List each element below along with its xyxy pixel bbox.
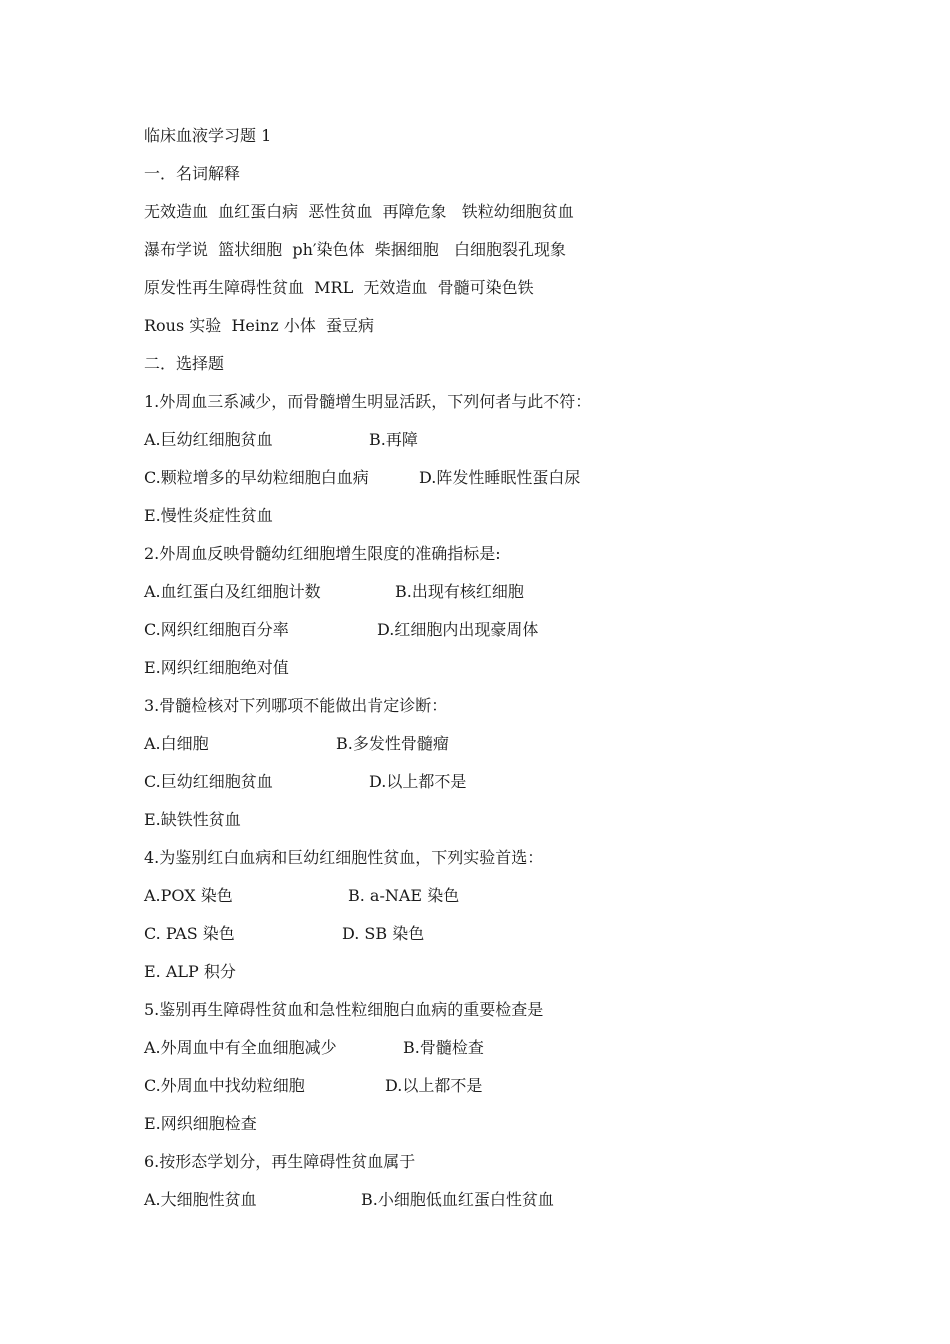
- option-a: A.POX 染色: [144, 886, 233, 905]
- option-d: D.以上都不是: [385, 1076, 483, 1095]
- question-stem: 2.外周血反映骨髓幼红细胞增生限度的准确指标是:: [144, 544, 501, 563]
- question-stem: 4.为鉴别红白血病和巨幼红细胞性贫血，下列实验首选：: [144, 848, 544, 867]
- option-row: [144, 1029, 844, 1067]
- option-row: [144, 1181, 844, 1219]
- terms-line: Rous 实验 Heinz 小体 蚕豆病: [144, 316, 374, 335]
- option-row: [144, 1067, 844, 1105]
- option-b: B.再障: [369, 430, 418, 449]
- option-row: [144, 459, 844, 497]
- option-c: C. PAS 染色: [144, 924, 235, 943]
- option-e: E.慢性炎症性贫血: [144, 506, 273, 525]
- option-e: E.缺铁性贫血: [144, 810, 241, 829]
- option-d: D.阵发性睡眠性蛋白尿: [419, 468, 581, 487]
- question-stem: 3.骨髓检核对下列哪项不能做出肯定诊断：: [144, 696, 448, 715]
- terms-line: 无效造血 血红蛋白病 恶性贫血 再障危象 铁粒幼细胞贫血: [144, 202, 574, 221]
- section-heading-choice: 二．选择题: [144, 354, 225, 373]
- option-d: D.以上都不是: [369, 772, 467, 791]
- document-title: 临床血液学习题 1: [144, 126, 272, 145]
- option-b: B. a-NAE 染色: [348, 886, 460, 905]
- option-c: C.外周血中找幼粒细胞: [144, 1076, 305, 1095]
- option-row: [144, 877, 844, 915]
- option-c: C.颗粒增多的早幼粒细胞白血病: [144, 468, 369, 487]
- option-row: [144, 573, 844, 611]
- option-e: E. ALP 积分: [144, 962, 236, 981]
- option-b: B.骨髓检查: [403, 1038, 484, 1057]
- option-c: C.巨幼红细胞贫血: [144, 772, 273, 791]
- option-row: [144, 611, 844, 649]
- question-stem: 5.鉴别再生障碍性贫血和急性粒细胞白血病的重要检查是: [144, 1000, 544, 1019]
- option-a: A.外周血中有全血细胞减少: [144, 1038, 337, 1057]
- option-a: A.大细胞性贫血: [144, 1190, 257, 1209]
- option-d: D.红细胞内出现豪周体: [377, 620, 539, 639]
- terms-line: 瀑布学说 篮状细胞 ph′染色体 柴捆细胞 白细胞裂孔现象: [144, 240, 566, 259]
- option-b: B.出现有核红细胞: [395, 582, 524, 601]
- option-row: [144, 421, 844, 459]
- question-stem: 1.外周血三系减少，而骨髓增生明显活跃，下列何者与此不符：: [144, 392, 592, 411]
- option-e: E.网织红细胞绝对值: [144, 658, 289, 677]
- option-a: A.血红蛋白及红细胞计数: [144, 582, 321, 601]
- terms-line: 原发性再生障碍性贫血 MRL 无效造血 骨髓可染色铁: [144, 278, 534, 297]
- option-a: A.白细胞: [144, 734, 209, 753]
- option-b: B.小细胞低血红蛋白性贫血: [361, 1190, 554, 1209]
- section-heading-terms: 一．名词解释: [144, 164, 241, 183]
- option-row: [144, 763, 844, 801]
- option-c: C.网织红细胞百分率: [144, 620, 289, 639]
- option-a: A.巨幼红细胞贫血: [144, 430, 273, 449]
- option-d: D. SB 染色: [342, 924, 425, 943]
- question-stem: 6.按形态学划分，再生障碍性贫血属于: [144, 1152, 416, 1171]
- option-e: E.网织细胞检查: [144, 1114, 257, 1133]
- option-row: [144, 915, 844, 953]
- option-row: [144, 725, 844, 763]
- option-b: B.多发性骨髓瘤: [336, 734, 449, 753]
- document-page: [144, 117, 844, 1219]
